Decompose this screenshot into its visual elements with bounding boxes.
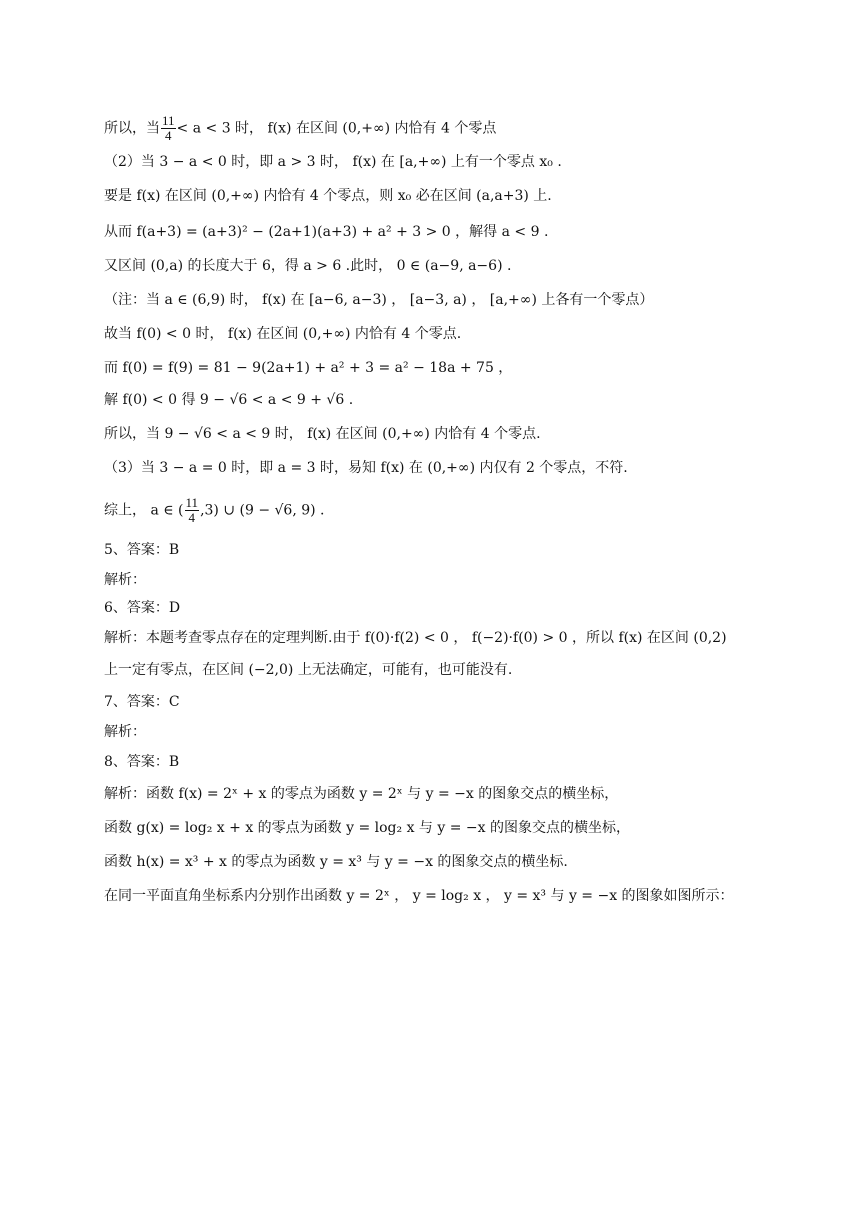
fraction — [185, 496, 200, 525]
fraction — [161, 114, 176, 143]
fraction-numerator: 11 — [162, 113, 175, 128]
fraction-denominator: 4 — [165, 128, 172, 143]
analysis-8-line-2: 函数 g(x) = log₂ x + x 的零点为函数 y = log₂ x 与 y = −x 的图象交点的横坐标， — [104, 820, 630, 836]
analysis-6-line-2: 上一定有零点，在区间 (−2,0) 上无法确定，可能有，也可能没有. — [104, 662, 513, 678]
fraction-numerator: 11 — [185, 495, 199, 510]
text-line-case-2: （2）当 3 − a < 0 时，即 a > 3 时， f(x) 在 [a,+∞) 上有一个零点 x₀ . — [104, 154, 562, 170]
analysis-8-line-1: 解析：函数 f(x) = 2ˣ + x 的零点为函数 y = 2ˣ 与 y = −x 的图象交点的横坐标， — [104, 786, 619, 802]
analysis-8-line-4: 在同一平面直角坐标系内分别作出函数 y = 2ˣ ， y = log₂ x ， y = x³ 与 y = −x 的图象如图所示： — [104, 888, 734, 904]
text-line-case-3: （3）当 3 − a = 0 时，即 a = 3 时，易知 f(x) 在 (0,+∞) 内仅有 2 个零点，不符. — [104, 460, 628, 476]
line-text-post: ,3) ∪ (9 − √6, 9) . — [200, 502, 325, 519]
line-text-pre: 综上， a ∈ ( — [104, 502, 184, 519]
analysis-8-line-3: 函数 h(x) = x³ + x 的零点为函数 y = x³ 与 y = −x 的图象交点的横坐标. — [104, 854, 568, 870]
answer-8: 8、答案：B — [104, 754, 180, 770]
fraction-denominator: 4 — [188, 510, 196, 525]
text-line-f0-condition: 故当 f(0) < 0 时， f(x) 在区间 (0,+∞) 内恰有 4 个零点. — [104, 326, 462, 342]
text-line-interval-length: 又区间 (0,a) 的长度大于 6，得 a > 6 .此时， 0 ∈ (a−9, a−6) . — [104, 258, 512, 274]
line-text-post: < a < 3 时， f(x) 在区间 (0,+∞) 内恰有 4 个零点 — [176, 120, 497, 137]
analysis-6-line-1: 解析：本题考查零点存在的定理判断.由于 f(0)·f(2) < 0 ， f(−2)·f(0) > 0 ，所以 f(x) 在区间 (0,2) — [104, 630, 727, 646]
text-line-conclusion-1 — [104, 114, 784, 143]
text-line-requirement: 要是 f(x) 在区间 (0,+∞) 内恰有 4 个零点，则 x₀ 必在区间 (a,a+3) 上. — [104, 188, 552, 204]
line-text-pre: 所以，当 — [104, 120, 160, 137]
text-line-note: （注：当 a ∈ (6,9) 时， f(x) 在 [a−6, a−3) ， [a−3, a) ， [a,+∞) 上各有一个零点） — [104, 292, 654, 308]
text-line-inequality: 从而 f(a+3) = (a+3)² − (2a+1)(a+3) + a² + 3 > 0 ，解得 a < 9 . — [104, 224, 549, 240]
analysis-7: 解析： — [104, 724, 146, 740]
text-line-f0-value: 而 f(0) = f(9) = 81 − 9(2a+1) + a² + 3 = a² − 18a + 75 ， — [104, 360, 513, 376]
answer-7: 7、答案：C — [104, 694, 180, 710]
answer-6: 6、答案：D — [104, 600, 181, 616]
text-line-solve: 解 f(0) < 0 得 9 − √6 < a < 9 + √6 . — [104, 392, 354, 408]
analysis-5: 解析： — [104, 572, 146, 588]
text-line-conclusion-2: 所以，当 9 − √6 < a < 9 时， f(x) 在区间 (0,+∞) 内恰有 4 个零点. — [104, 426, 541, 442]
answer-5: 5、答案：B — [104, 542, 180, 558]
text-line-summary — [104, 496, 784, 525]
